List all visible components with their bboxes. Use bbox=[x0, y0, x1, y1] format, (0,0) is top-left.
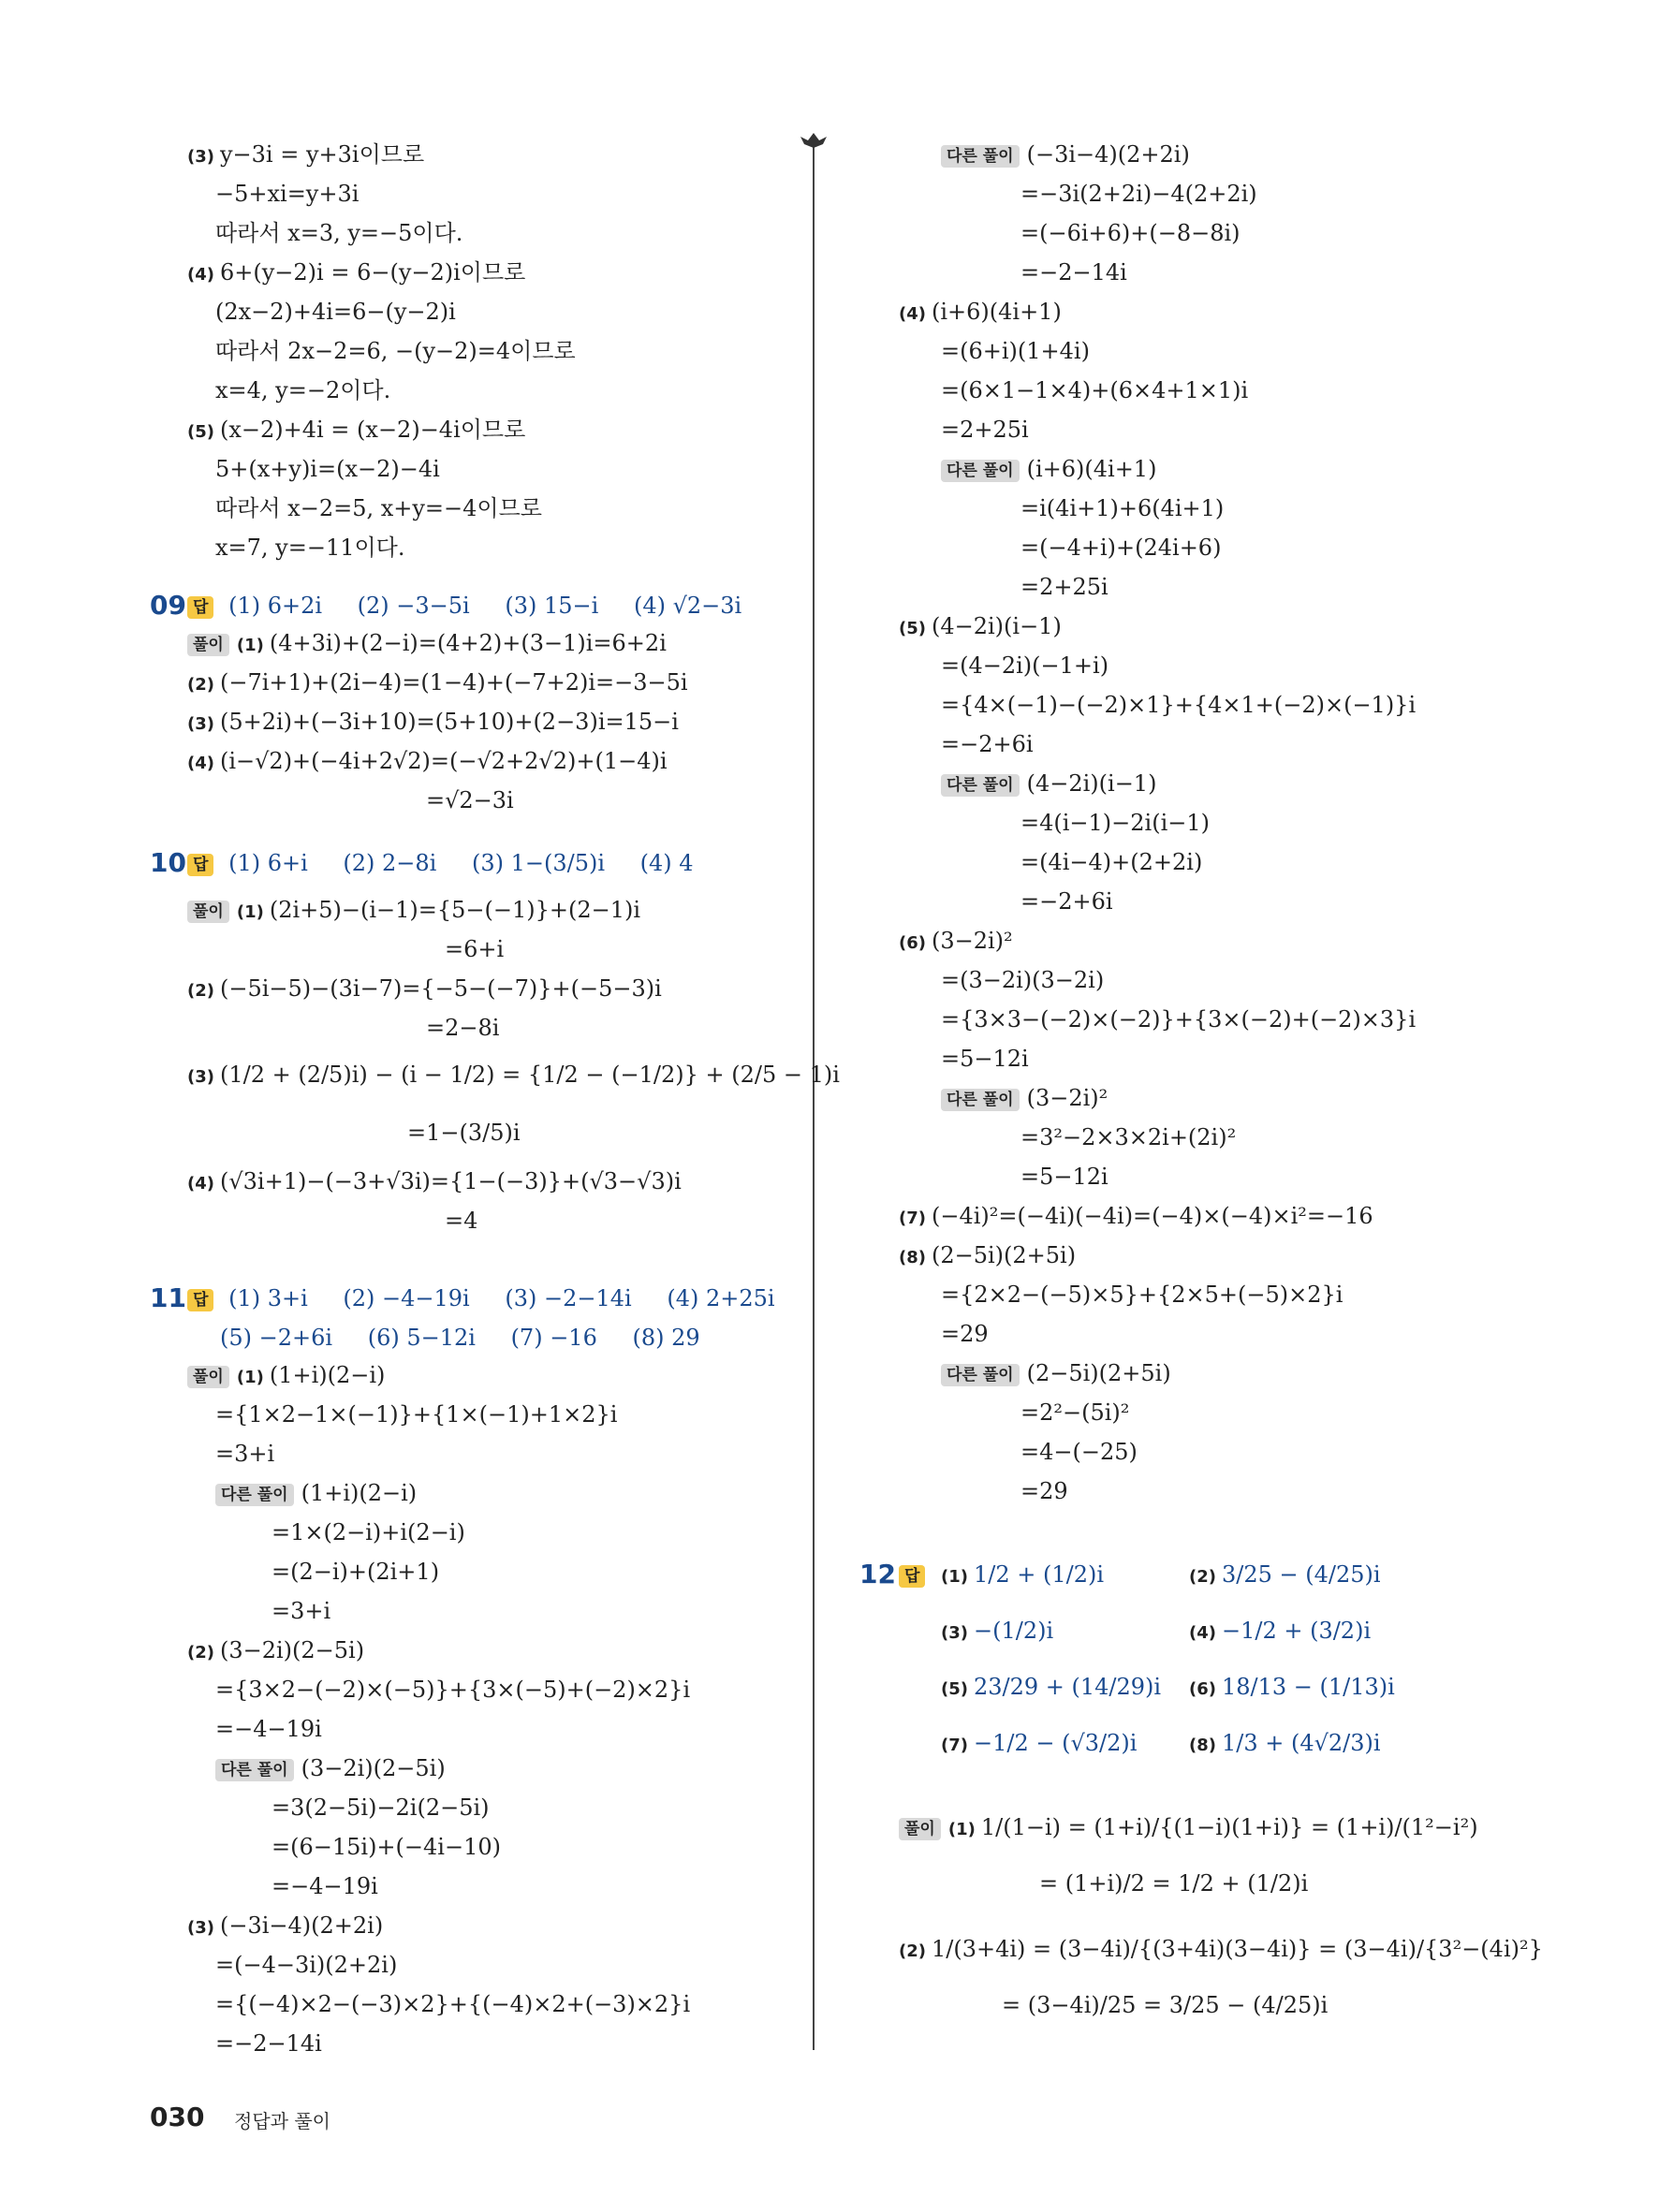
item-label: (4) bbox=[1189, 1623, 1216, 1643]
math-expression: (√3i+1)−(−3+√3i)={1−(−3)}+(√3−√3)i bbox=[219, 1168, 682, 1194]
math-expression: =(6+i)(1+4i) bbox=[941, 338, 1090, 364]
solution-line bbox=[899, 1935, 1543, 1966]
math-expression: =3+i bbox=[215, 1441, 275, 1467]
math-expression: =(2−i)+(2i+1) bbox=[272, 1559, 440, 1585]
solution-tag: 풀이 bbox=[187, 901, 229, 923]
solution-line bbox=[215, 1990, 690, 2018]
question-number-11: 11 bbox=[150, 1282, 186, 1313]
solution-line bbox=[215, 1676, 690, 1704]
answer-value: −1/2 − (√3/2)i bbox=[973, 1730, 1138, 1756]
math-expression: 따라서 x=3, y=−5이다. bbox=[215, 220, 463, 246]
answer-line-11 bbox=[187, 1284, 803, 1312]
math-expression: =1−(3/5)i bbox=[407, 1120, 521, 1146]
answer-11-7: (7) −16 bbox=[510, 1325, 597, 1351]
question-number-10: 10 bbox=[150, 847, 186, 878]
solution-line bbox=[941, 1320, 989, 1348]
solution-tag: 풀이 bbox=[187, 1366, 229, 1388]
math-expression: =4(i−1)−2i(i−1) bbox=[1020, 810, 1210, 836]
math-expression: =i(4i+1)+6(4i+1) bbox=[1020, 495, 1225, 521]
solution-line bbox=[1020, 258, 1127, 286]
solution-line bbox=[941, 376, 1248, 404]
alt-solution-tag: 다른 풀이 bbox=[941, 774, 1020, 797]
answer-badge: 답 bbox=[187, 854, 213, 876]
solution-line bbox=[941, 1359, 1171, 1387]
solution-line bbox=[215, 1440, 274, 1468]
item-label: (3) bbox=[187, 714, 214, 734]
answer-09-1: (1) 6+2i bbox=[228, 593, 323, 619]
solution-line bbox=[899, 1813, 1478, 1844]
solution-line bbox=[215, 2029, 322, 2058]
answer-12-6 bbox=[1189, 1673, 1423, 1704]
math-expression: (2i+5)−(i−1)={5−(−1)}+(2−1)i bbox=[269, 897, 641, 923]
math-expression: (i+6)(4i+1) bbox=[1026, 456, 1157, 482]
math-expression: (4−2i)(i−1) bbox=[931, 613, 1062, 639]
solution-line bbox=[215, 337, 576, 365]
solution-line bbox=[445, 1207, 477, 1235]
math-expression: =(4−2i)(−1+i) bbox=[941, 652, 1109, 679]
answer-10-2: (2) 2−8i bbox=[343, 850, 437, 876]
math-expression: x=7, y=−11이다. bbox=[215, 535, 405, 561]
math-expression: (i−√2)+(−4i+2√2)=(−√2+2√2)+(1−4)i bbox=[219, 748, 668, 774]
math-expression: (−7i+1)+(2i−4)=(1−4)+(−7+2)i=−3−5i bbox=[219, 669, 688, 696]
solution-line bbox=[215, 1951, 397, 1979]
math-expression: (3−2i)² bbox=[931, 928, 1013, 954]
math-expression: ={3×2−(−2)×(−5)}+{3×(−5)+(−2)×2}i bbox=[215, 1677, 691, 1703]
solution-line bbox=[272, 1794, 490, 1822]
solution-line bbox=[1020, 494, 1224, 522]
solution-line bbox=[941, 1045, 1029, 1073]
answer-10-4: (4) 4 bbox=[639, 850, 694, 876]
solution-line bbox=[187, 1061, 840, 1091]
alt-solution-tag: 다른 풀이 bbox=[941, 145, 1020, 168]
math-expression: (i+6)(4i+1) bbox=[931, 299, 1062, 325]
solution-line bbox=[1039, 1869, 1308, 1897]
answer-badge: 답 bbox=[899, 1565, 925, 1588]
item-label: (6) bbox=[899, 933, 926, 953]
math-expression: (−5i−5)−(3i−7)={−5−(−7)}+(−5−3)i bbox=[219, 975, 662, 1002]
alt-solution-tag: 다른 풀이 bbox=[941, 1364, 1020, 1386]
answer-value: 23/29 + (14/29)i bbox=[973, 1674, 1162, 1700]
solution-line bbox=[272, 1518, 465, 1546]
math-expression: (3−2i)(2−5i) bbox=[219, 1637, 365, 1663]
item-label: (2) bbox=[187, 981, 214, 1001]
answer-09-2: (2) −3−5i bbox=[357, 593, 470, 619]
answer-11-1: (1) 3+i bbox=[228, 1285, 308, 1311]
solution-line bbox=[1020, 1438, 1138, 1466]
item-label: (1) bbox=[236, 902, 264, 922]
answer-10-3: (3) 1−(3/5)i bbox=[472, 850, 606, 876]
math-expression: ={1×2−1×(−1)}+{1×(−1)+1×2}i bbox=[215, 1401, 618, 1428]
item-label: (2) bbox=[1189, 1567, 1216, 1587]
answer-12-4 bbox=[1189, 1617, 1399, 1648]
answer-10-1: (1) 6+i bbox=[228, 850, 308, 876]
math-expression: (−3i−4)(2+2i) bbox=[1026, 141, 1190, 168]
math-expression: =3+i bbox=[272, 1598, 331, 1624]
solution-line bbox=[1020, 809, 1210, 837]
item-label: (3) bbox=[187, 147, 214, 167]
math-expression: =3²−2×3×2i+(2i)² bbox=[1020, 1124, 1237, 1150]
answer-badge: 답 bbox=[187, 596, 213, 619]
math-expression: =√2−3i bbox=[426, 787, 514, 813]
answer-11-5: (5) −2+6i bbox=[220, 1325, 333, 1351]
math-expression: =(−4−3i)(2+2i) bbox=[215, 1952, 398, 1978]
math-expression: 따라서 x−2=5, x+y=−4이므로 bbox=[215, 495, 542, 521]
alt-solution-tag: 다른 풀이 bbox=[941, 1089, 1020, 1111]
solution-line bbox=[272, 1833, 501, 1861]
math-expression: =(3−2i)(3−2i) bbox=[941, 967, 1105, 993]
solution-line bbox=[187, 668, 688, 699]
answer-12-1 bbox=[941, 1560, 1132, 1591]
math-expression: =3(2−5i)−2i(2−5i) bbox=[272, 1795, 490, 1821]
math-expression: (2x−2)+4i=6−(y−2)i bbox=[215, 299, 456, 325]
item-label: (8) bbox=[1189, 1736, 1216, 1755]
solution-line bbox=[941, 416, 1029, 444]
alt-solution-tag: 다른 풀이 bbox=[215, 1484, 294, 1506]
solution-line bbox=[899, 927, 1013, 958]
solution-line bbox=[1020, 1123, 1236, 1151]
answer-12-8 bbox=[1189, 1729, 1409, 1760]
math-expression: ={4×(−1)−(−2)×1}+{4×1+(−2)×(−1)}i bbox=[941, 692, 1417, 718]
answer-12-3 bbox=[941, 1617, 1081, 1648]
question-number-12: 12 bbox=[859, 1559, 896, 1589]
solution-line bbox=[1020, 848, 1202, 876]
item-label: (2) bbox=[187, 1643, 214, 1663]
answer-11-3: (3) −2−14i bbox=[505, 1285, 632, 1311]
item-label: (1) bbox=[236, 1368, 264, 1387]
solution-line bbox=[187, 140, 424, 171]
solution-line bbox=[215, 219, 462, 247]
item-label: (5) bbox=[899, 619, 926, 638]
solution-line bbox=[187, 1167, 682, 1198]
math-expression: =−2+6i bbox=[1020, 888, 1113, 915]
solution-line bbox=[215, 1715, 322, 1743]
math-expression: x=4, y=−2이다. bbox=[215, 377, 391, 403]
solution-line bbox=[1020, 1477, 1068, 1505]
item-label: (4) bbox=[187, 265, 214, 285]
solution-line bbox=[215, 1754, 446, 1782]
solution-line bbox=[187, 1912, 383, 1942]
math-expression: (x−2)+4i = (x−2)−4i이므로 bbox=[219, 417, 526, 443]
math-expression: = (3−4i)/25 = 3/25 − (4/25)i bbox=[1002, 1992, 1329, 2018]
solution-line bbox=[899, 612, 1062, 643]
math-expression: ={(−4)×2−(−3)×2}+{(−4)×2+(−3)×2}i bbox=[215, 1991, 691, 2017]
math-expression: =−4−19i bbox=[272, 1873, 378, 1899]
item-label: (4) bbox=[187, 754, 214, 773]
math-expression: =(6−15i)+(−4i−10) bbox=[272, 1834, 501, 1860]
solution-line bbox=[941, 337, 1090, 365]
solution-line bbox=[1020, 1163, 1108, 1191]
solution-line bbox=[215, 534, 405, 562]
answer-12-7 bbox=[941, 1729, 1165, 1760]
solution-line bbox=[1020, 573, 1108, 601]
math-expression: =(4i−4)+(2+2i) bbox=[1020, 849, 1203, 875]
answer-09-4: (4) √2−3i bbox=[633, 593, 742, 619]
answer-value: 1/3 + (4√2/3)i bbox=[1221, 1730, 1381, 1756]
math-expression: (−4i)²=(−4i)(−4i)=(−4)×(−4)×i²=−16 bbox=[931, 1203, 1373, 1229]
solution-line bbox=[899, 1202, 1373, 1233]
math-expression: =(−6i+6)+(−8−8i) bbox=[1020, 220, 1241, 246]
item-label: (4) bbox=[187, 1174, 214, 1194]
math-expression: =4 bbox=[445, 1208, 478, 1234]
item-label: (8) bbox=[899, 1248, 926, 1267]
solution-line bbox=[941, 769, 1156, 798]
math-expression: =29 bbox=[941, 1321, 989, 1347]
math-expression: −5+xi=y+3i bbox=[215, 181, 360, 207]
answer-09-3: (3) 15−i bbox=[505, 593, 599, 619]
math-expression: =(6×1−1×4)+(6×4+1×1)i bbox=[941, 377, 1249, 403]
item-label: (1) bbox=[941, 1567, 968, 1587]
solution-line bbox=[272, 1558, 439, 1586]
answer-value: 18/13 − (1/13)i bbox=[1221, 1674, 1395, 1700]
math-expression: =1×(2−i)+i(2−i) bbox=[272, 1519, 465, 1545]
solution-line bbox=[272, 1872, 378, 1900]
solution-line bbox=[187, 896, 640, 927]
ornament-icon bbox=[791, 129, 836, 155]
item-label: (6) bbox=[1189, 1679, 1216, 1699]
math-expression: (4−2i)(i−1) bbox=[1026, 770, 1157, 797]
solution-line bbox=[941, 652, 1108, 680]
answer-11-2: (2) −4−19i bbox=[343, 1285, 470, 1311]
solution-line bbox=[215, 1479, 417, 1507]
solution-line bbox=[941, 1084, 1108, 1112]
math-expression: (3−2i)(2−5i) bbox=[301, 1755, 446, 1781]
item-label: (3) bbox=[187, 1067, 214, 1087]
math-expression: (4+3i)+(2−i)=(4+2)+(3−1)i=6+2i bbox=[269, 630, 667, 656]
solution-line bbox=[941, 691, 1416, 719]
item-label: (2) bbox=[187, 675, 214, 695]
math-expression: =2²−(5i)² bbox=[1020, 1399, 1130, 1426]
solution-line bbox=[215, 376, 390, 404]
column-divider bbox=[813, 140, 815, 2050]
solution-line bbox=[215, 455, 440, 483]
solution-line bbox=[941, 730, 1034, 758]
item-label: (5) bbox=[187, 422, 214, 442]
answer-line-10 bbox=[187, 849, 722, 877]
item-label: (1) bbox=[947, 1820, 976, 1839]
solution-line bbox=[1002, 1991, 1328, 2019]
solution-line bbox=[272, 1597, 330, 1625]
solution-line bbox=[941, 966, 1104, 994]
answer-line-11-row2 bbox=[220, 1324, 728, 1352]
solution-line bbox=[215, 180, 359, 208]
math-expression: (1+i)(2−i) bbox=[301, 1480, 418, 1506]
question-number-09: 09 bbox=[150, 590, 186, 621]
solution-line bbox=[215, 494, 542, 522]
answer-value: −1/2 + (3/2)i bbox=[1221, 1618, 1372, 1644]
math-expression: (2−5i)(2+5i) bbox=[931, 1242, 1077, 1268]
solution-tag: 풀이 bbox=[187, 634, 229, 656]
alt-solution-tag: 다른 풀이 bbox=[941, 460, 1020, 482]
solution-line bbox=[187, 747, 668, 778]
math-expression: 1/(1−i) = (1+i)/{(1−i)(1+i)} = (1+i)/(1²−i²) bbox=[980, 1814, 1478, 1840]
solution-line bbox=[426, 1014, 499, 1042]
answer-line-09 bbox=[187, 592, 770, 620]
solution-line bbox=[187, 629, 667, 660]
math-expression: (5+2i)+(−3i+10)=(5+10)+(2−3)i=15−i bbox=[219, 709, 679, 735]
answer-12-5 bbox=[941, 1673, 1189, 1704]
solution-line bbox=[187, 1361, 385, 1392]
math-expression: (−3i−4)(2+2i) bbox=[219, 1912, 384, 1939]
math-expression: =−2−14i bbox=[1020, 259, 1127, 286]
solution-line bbox=[899, 1241, 1076, 1272]
math-expression: =−4−19i bbox=[215, 1716, 322, 1742]
answer-value: 3/25 − (4/25)i bbox=[1221, 1561, 1381, 1588]
solution-line bbox=[187, 708, 679, 739]
solution-line bbox=[941, 1281, 1343, 1309]
item-label: (3) bbox=[187, 1918, 214, 1938]
solution-line bbox=[1020, 180, 1257, 208]
answer-11-8: (8) 29 bbox=[632, 1325, 700, 1351]
math-expression: ={2×2−(−5)×5}+{2×5+(−5)×2}i bbox=[941, 1282, 1343, 1308]
page-number: 030 bbox=[150, 2102, 205, 2132]
math-expression: =(−4+i)+(24i+6) bbox=[1020, 535, 1222, 561]
item-label: (5) bbox=[941, 1679, 968, 1699]
math-expression: =2+25i bbox=[941, 417, 1029, 443]
solution-line bbox=[187, 258, 525, 289]
solution-line bbox=[899, 298, 1062, 329]
math-expression: = (1+i)/2 = 1/2 + (1/2)i bbox=[1039, 1870, 1309, 1897]
answer-badge: 답 bbox=[187, 1289, 213, 1311]
math-expression: (3−2i)² bbox=[1026, 1085, 1108, 1111]
item-label: (4) bbox=[899, 304, 926, 324]
answer-11-4: (4) 2+25i bbox=[667, 1285, 775, 1311]
solution-line bbox=[941, 140, 1190, 168]
solution-line bbox=[407, 1119, 521, 1147]
answer-badge-12 bbox=[899, 1560, 932, 1589]
item-label: (2) bbox=[899, 1941, 926, 1961]
section-title: 정답과 풀이 bbox=[234, 2110, 330, 2132]
answer-11-6: (6) 5−12i bbox=[367, 1325, 476, 1351]
math-expression: =−2+6i bbox=[941, 731, 1034, 757]
solution-line bbox=[215, 298, 456, 326]
solution-line bbox=[187, 416, 525, 447]
solution-tag: 풀이 bbox=[899, 1818, 941, 1840]
solution-line bbox=[187, 1636, 364, 1667]
answer-value: 1/2 + (1/2)i bbox=[973, 1561, 1105, 1588]
math-expression: =4−(−25) bbox=[1020, 1439, 1138, 1465]
solution-line bbox=[1020, 534, 1221, 562]
math-expression: =−3i(2+2i)−4(2+2i) bbox=[1020, 181, 1257, 207]
math-expression: =29 bbox=[1020, 1478, 1068, 1504]
math-expression: =6+i bbox=[445, 936, 505, 962]
math-expression: 따라서 2x−2=6, −(y−2)=4이므로 bbox=[215, 338, 576, 364]
math-expression: =5−12i bbox=[1020, 1164, 1108, 1190]
math-expression: y−3i = y+3i이므로 bbox=[219, 141, 425, 168]
math-expression: =−2−14i bbox=[215, 2030, 322, 2057]
item-label: (3) bbox=[941, 1623, 968, 1643]
math-expression: 1/(3+4i) = (3−4i)/{(3+4i)(3−4i)} = (3−4i)/{3²−(4i)²} bbox=[931, 1936, 1543, 1962]
math-expression: =2+25i bbox=[1020, 574, 1108, 600]
solution-line bbox=[941, 455, 1156, 483]
solution-line bbox=[941, 1005, 1416, 1033]
alt-solution-tag: 다른 풀이 bbox=[215, 1759, 294, 1781]
math-expression: (2−5i)(2+5i) bbox=[1026, 1360, 1171, 1386]
solution-line bbox=[187, 974, 662, 1005]
math-expression: 5+(x+y)i=(x−2)−4i bbox=[215, 456, 440, 482]
item-label: (1) bbox=[236, 636, 264, 655]
item-label: (7) bbox=[899, 1209, 926, 1228]
math-expression: =2−8i bbox=[426, 1015, 500, 1041]
solution-line bbox=[426, 786, 514, 814]
math-expression: ={3×3−(−2)×(−2)}+{3×(−2)+(−2)×3}i bbox=[941, 1006, 1417, 1033]
math-expression: (1+i)(2−i) bbox=[269, 1362, 386, 1388]
answer-value: −(1/2)i bbox=[973, 1618, 1054, 1644]
solution-line bbox=[1020, 219, 1241, 247]
math-expression: (1/2 + (2/5)i) − (i − 1/2) = {1/2 − (−1/2)} + (2/5 − 1)i bbox=[219, 1062, 840, 1088]
math-expression: 6+(y−2)i = 6−(y−2)i이므로 bbox=[219, 259, 526, 286]
math-expression: =5−12i bbox=[941, 1046, 1029, 1072]
solution-line bbox=[1020, 1399, 1129, 1427]
answer-12-2 bbox=[1189, 1560, 1409, 1591]
solution-line bbox=[445, 935, 504, 963]
solution-line bbox=[1020, 887, 1113, 916]
solution-line bbox=[215, 1400, 617, 1428]
item-label: (7) bbox=[941, 1736, 968, 1755]
